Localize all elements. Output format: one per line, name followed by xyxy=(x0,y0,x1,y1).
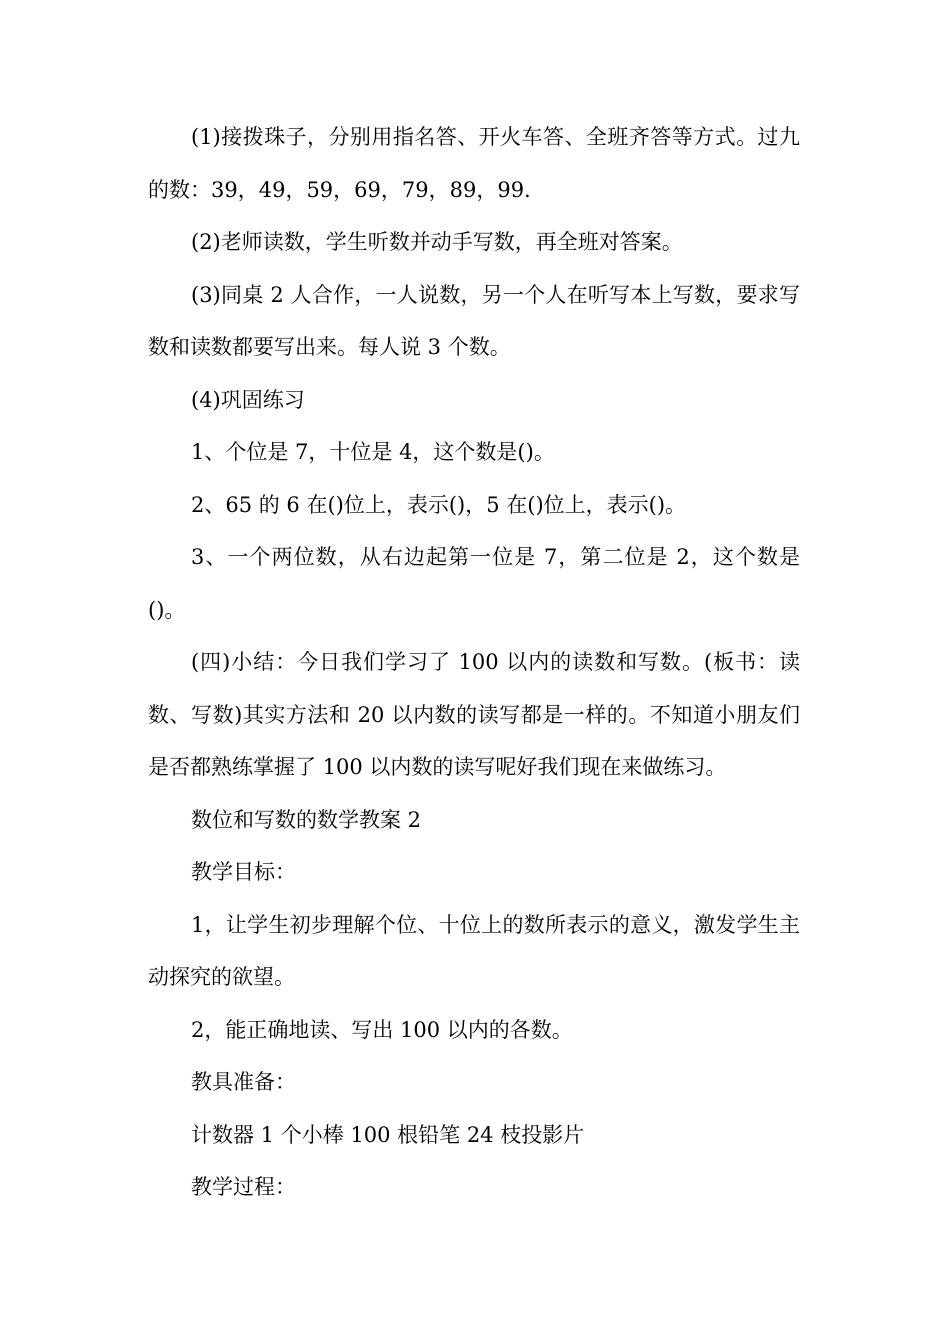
paragraph-10: 教学目标： xyxy=(191,860,296,884)
paragraph-14: 计数器 1 个小棒 100 根铅笔 24 枝投影片 xyxy=(191,1122,585,1147)
paragraph-4: (4)巩固练习 xyxy=(191,387,305,412)
paragraph-5: 1、个位是 7，十位是 4，这个数是()。 xyxy=(191,440,555,464)
paragraph-7: 3、一个两位数，从右边起第一位是 7，第二位是 2，这个数是()。 xyxy=(148,545,800,622)
paragraph-6: 2、65 的 6 在()位上，表示()，5 在()位上，表示()。 xyxy=(191,492,687,517)
paragraph-9: 数位和写数的数学教案 2 xyxy=(191,807,422,832)
paragraph-12: 2，能正确地读、写出 100 以内的各数。 xyxy=(191,1017,573,1042)
paragraph-8: (四)小结：今日我们学习了 100 以内的读数和写数。(板书：读数、写数)其实方法和 20 以内数的读写都是一样的。不知道小朋友们是否都熟练掌握了 100 以内数的读写呢好我们现在来做练习。 xyxy=(148,650,800,779)
paragraph-2: (2)老师读数，学生听数并动手写数，再全班对答案。 xyxy=(191,230,683,254)
document-body xyxy=(148,111,800,1214)
paragraph-15: 教学过程： xyxy=(191,1175,296,1199)
paragraph-3: (3)同桌 2 人合作，一人说数，另一个人在听写本上写数，要求写数和读数都要写出来。每人说 3 个数。 xyxy=(148,282,800,359)
paragraph-13: 教具准备： xyxy=(191,1070,296,1094)
paragraph-1: (1)接拨珠子，分别用指名答、开火车答、全班齐答等方式。过九的数：39，49，59，69，79，89，99. xyxy=(148,125,800,202)
paragraph-11: 1，让学生初步理解个位、十位上的数所表示的意义，激发学生主动探究的欲望。 xyxy=(148,912,800,989)
